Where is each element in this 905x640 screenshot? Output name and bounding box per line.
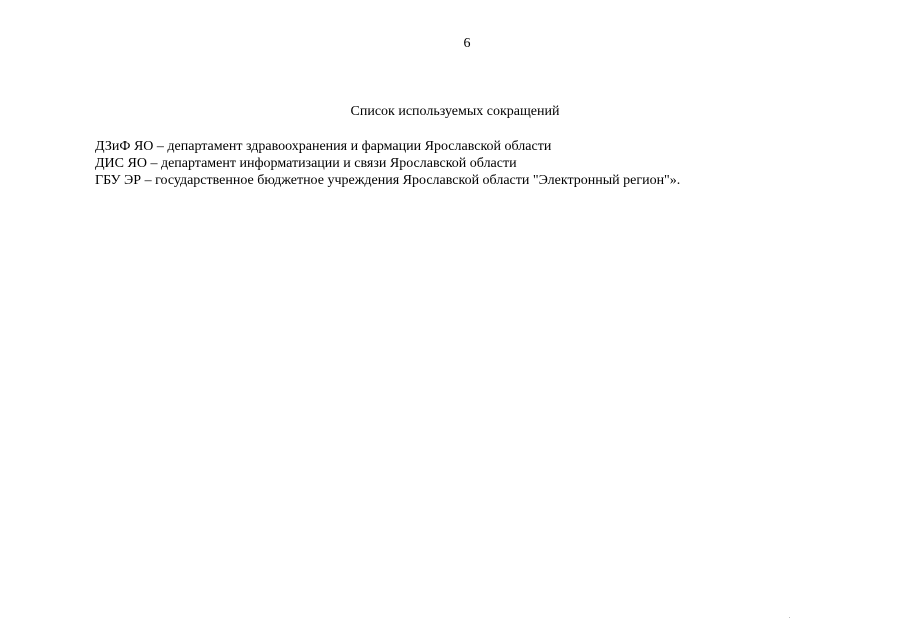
abbreviation-item-dzif: ДЗиФ ЯО – департамент здравоохранения и фармации Ярославской области [95,139,552,154]
abbreviation-item-dis: ДИС ЯО – департамент информатизации и связи Ярославской области [95,156,517,171]
abbreviation-list [95,138,875,189]
page-number: 6 [463,36,471,51]
abbreviation-item-gbu: ГБУ ЭР – государственное бюджетное учреждения Ярославской области "Электронный регион"». [95,173,681,188]
page-heading: Список используемых сокращений [350,104,560,119]
scan-speck [789,617,790,618]
